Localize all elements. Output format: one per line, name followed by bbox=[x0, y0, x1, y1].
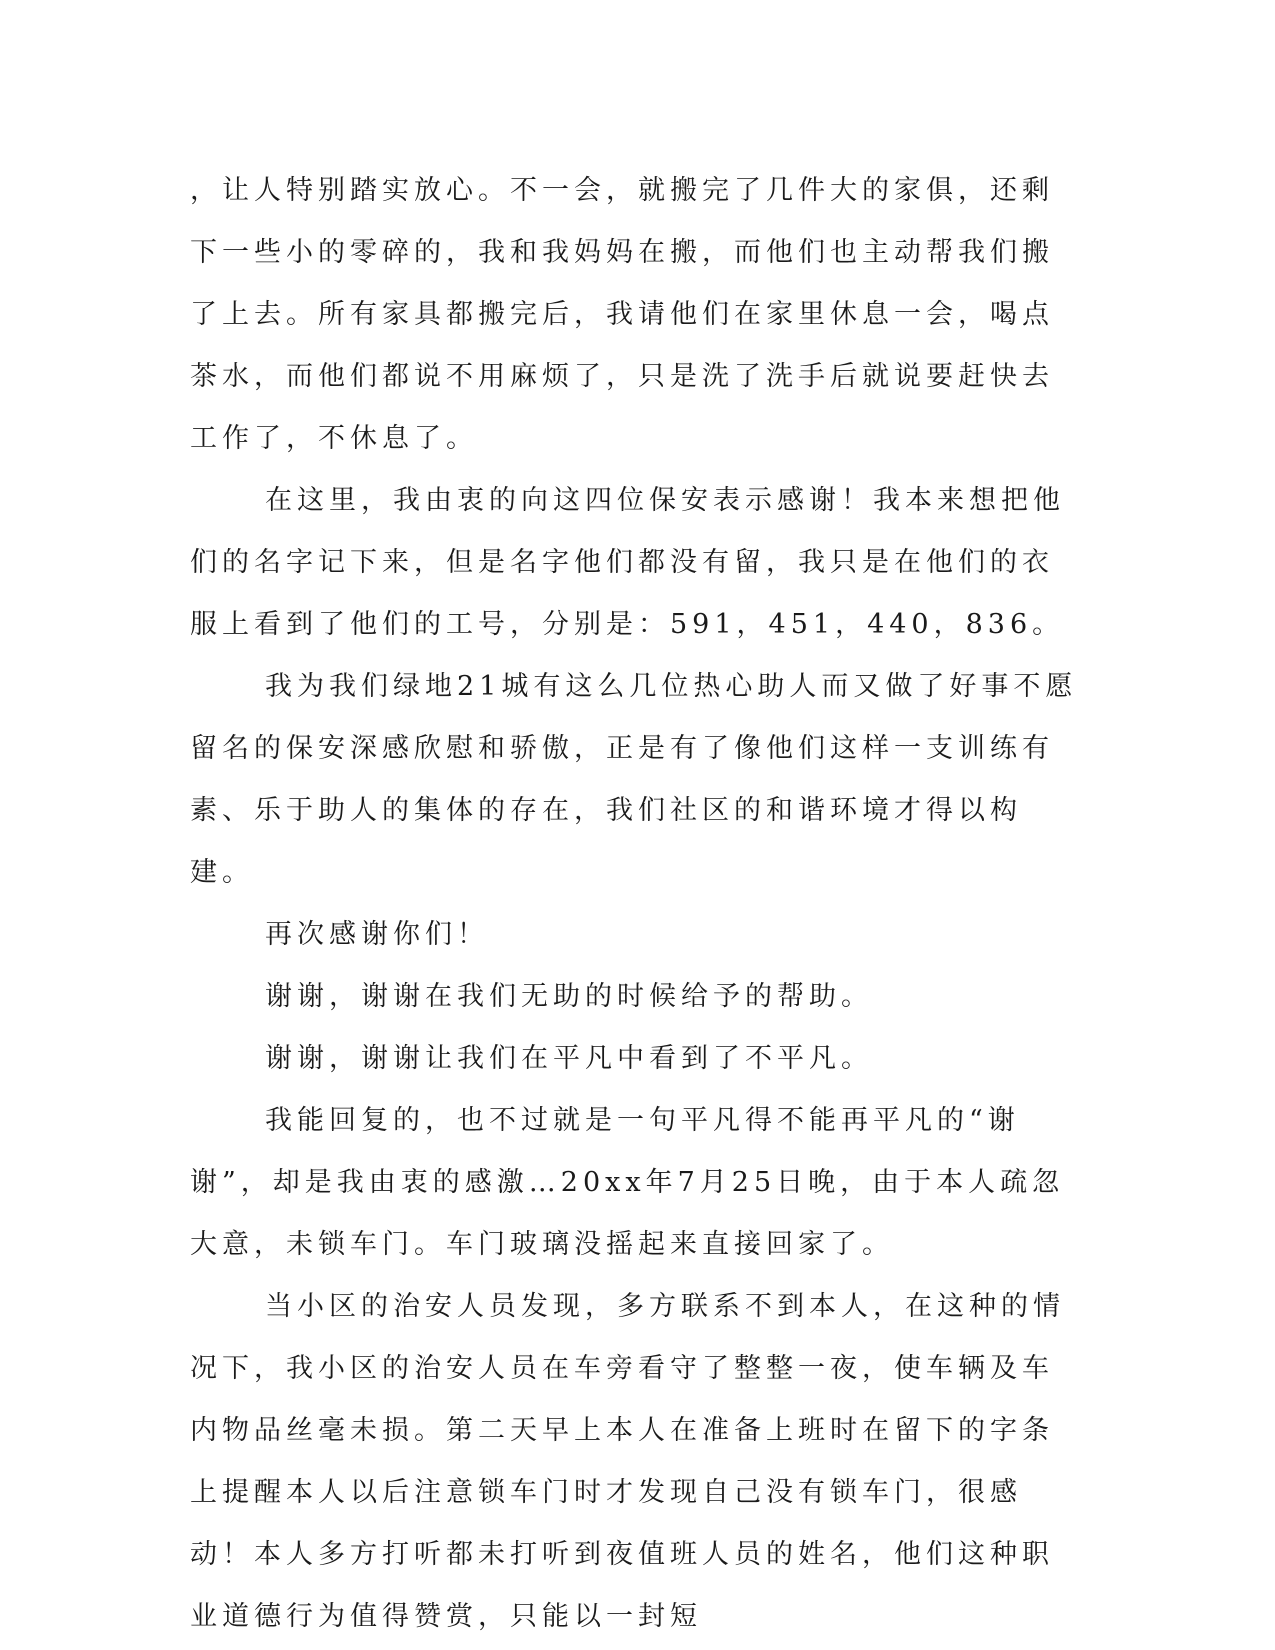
paragraph-2: 在这里，我由衷的向这四位保安表示感谢！我本来想把他们的名字记下来，但是名字他们都没有留，我只是在他们的衣服上看到了他们的工号，分别是：591，451，440，836。 bbox=[190, 485, 1065, 640]
paragraph-8: 当小区的治安人员发现，多方联系不到本人，在这种的情况下，我小区的治安人员在车旁看守了整整一夜，使车辆及车内物品丝毫未损。第二天早上本人在准备上班时在留下的字条上提醒本人以后注意锁车门时才发现自己没有锁车门，很感动！本人多方打听都未打听到夜值班人员的姓名，他们这种职业道德行为值得赞赏，只能以一封短 bbox=[190, 1291, 1065, 1632]
document-body bbox=[190, 160, 1080, 1648]
paragraph-1: ，让人特别踏实放心。不一会，就搬完了几件大的家俱，还剩下一些小的零碎的，我和我妈妈在搬，而他们也主动帮我们搬了上去。所有家具都搬完后，我请他们在家里休息一会，喝点茶水，而他们都说不用麻烦了，只是洗了洗手后就说要赶快去工作了，不休息了。 bbox=[190, 175, 1054, 454]
paragraph-3: 我为我们绿地21城有这么几位热心助人而又做了好事不愿留名的保安深感欣慰和骄傲，正是有了像他们这样一支训练有素、乐于助人的集体的存在，我们社区的和谐环境才得以构建。 bbox=[190, 671, 1078, 888]
paragraph-5: 谢谢，谢谢在我们无助的时候给予的帮助。 bbox=[265, 981, 873, 1012]
paragraph-6: 谢谢，谢谢让我们在平凡中看到了不平凡。 bbox=[265, 1043, 873, 1074]
paragraph-4: 再次感谢你们！ bbox=[265, 919, 489, 950]
paragraph-7: 我能回复的，也不过就是一句平凡得不能再平凡的“谢谢”，却是我由衷的感激…20xx年7月25日晚，由于本人疏忽大意，未锁车门。车门玻璃没摇起来直接回家了。 bbox=[190, 1105, 1065, 1260]
